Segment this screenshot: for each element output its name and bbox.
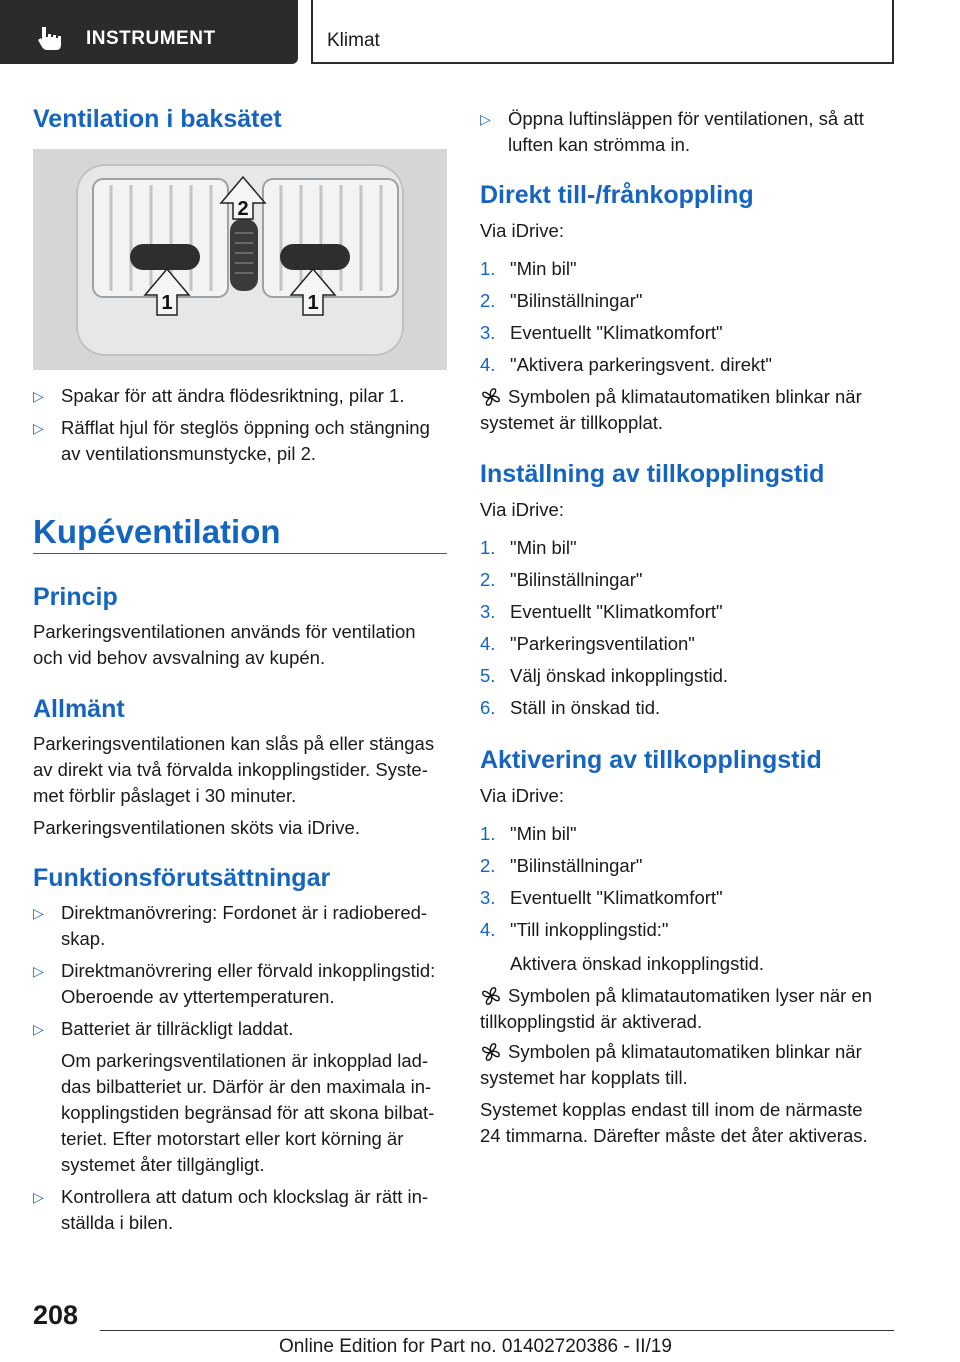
footer-rule bbox=[100, 1330, 894, 1331]
list-item-continuation: das bilbatteriet ur. Därför är den maximala in‐ bbox=[61, 1076, 432, 1097]
triangle-bullet-icon: ▷ bbox=[33, 905, 44, 921]
section-label: INSTRUMENT bbox=[86, 28, 216, 49]
triangle-bullet-icon: ▷ bbox=[33, 1021, 44, 1037]
triangle-bullet-icon: ▷ bbox=[33, 963, 44, 979]
via-idrive: Via iDrive: bbox=[480, 499, 564, 520]
note-line: systemet har kopplats till. bbox=[480, 1067, 688, 1088]
heading-rule bbox=[33, 553, 447, 554]
list-item-continuation: skap. bbox=[61, 928, 106, 949]
paragraph-line: Parkeringsventilationen kan slås på eller stängas bbox=[33, 733, 435, 754]
note-line: Symbolen på klimatautomatiken blinkar när bbox=[508, 1041, 862, 1062]
page-header bbox=[0, 0, 960, 66]
list-item-continuation: ställda i bilen. bbox=[61, 1212, 174, 1233]
fan-lit-icon bbox=[480, 985, 502, 1007]
page-number: 208 bbox=[33, 1300, 79, 1330]
edition-text: Online Edition for Part no. 01402720386 - II/19 bbox=[279, 1336, 672, 1357]
paragraph-line: och vid behov avsvalning av kupén. bbox=[33, 647, 326, 668]
note-line: Symbolen på klimatautomatiken lyser när en bbox=[508, 985, 873, 1006]
via-idrive: Via iDrive: bbox=[480, 220, 564, 241]
paragraph-line: Parkeringsventilationen sköts via iDrive. bbox=[33, 817, 360, 838]
arrow-label-1-left: 1 bbox=[161, 292, 173, 314]
paragraph-line: 24 timmarna. Därefter måste det åter aktiveras. bbox=[480, 1125, 868, 1146]
pointing-hand-icon bbox=[36, 25, 64, 51]
note-line: tillkopplingstid är aktiverad. bbox=[480, 1011, 703, 1032]
arrow-label-1-right: 1 bbox=[307, 292, 319, 314]
chapter-tab[interactable] bbox=[311, 0, 894, 64]
paragraph-line: Parkeringsventilationen används för ventilation bbox=[33, 621, 416, 642]
list-item-continuation: av ventilationsmunstycke, pil 2. bbox=[61, 443, 317, 464]
heading-allmant: Allmänt bbox=[33, 695, 125, 723]
rear-vent-figure bbox=[33, 149, 447, 370]
heading-installning: Inställning av tillkopplingstid bbox=[480, 460, 825, 488]
chapter-label: Klimat bbox=[327, 30, 380, 51]
list-item-continuation: Om parkeringsventilationen är inkopplad lad‐ bbox=[61, 1050, 429, 1071]
heading-rear-ventilation: Ventilation i baksätet bbox=[33, 105, 282, 133]
via-idrive: Via iDrive: bbox=[480, 785, 564, 806]
paragraph-line: Systemet kopplas endast till inom de närmaste bbox=[480, 1099, 863, 1120]
note-line: Symbolen på klimatautomatiken blinkar när bbox=[508, 386, 862, 407]
triangle-bullet-icon: ▷ bbox=[33, 388, 44, 404]
fan-blinking-icon bbox=[480, 1041, 502, 1063]
list-item-continuation: teriet. Efter motorstart eller kort körning är bbox=[61, 1128, 404, 1149]
arrow-label-2: 2 bbox=[237, 198, 249, 220]
paragraph-line: av direkt via två förvalda inkopplingstider. Syste‐ bbox=[33, 759, 428, 780]
triangle-bullet-icon: ▷ bbox=[33, 1189, 44, 1205]
step-sub-line: Aktivera önskad inkopplingstid. bbox=[510, 953, 765, 974]
rear-vent-illustration bbox=[33, 149, 447, 370]
paragraph-line: met förblir påslaget i 30 minuter. bbox=[33, 785, 297, 806]
list-item-continuation: systemet åter tillgängligt. bbox=[61, 1154, 265, 1175]
heading-kupeventilation: Kupéventilation bbox=[33, 513, 281, 550]
list-item-continuation: Oberoende av yttertemperaturen. bbox=[61, 986, 335, 1007]
heading-direkt: Direkt till-/frånkoppling bbox=[480, 181, 754, 209]
list-item-continuation: luften kan strömma in. bbox=[508, 134, 690, 155]
heading-princip: Princip bbox=[33, 583, 118, 611]
heading-funktionsforutsattningar: Funktionsförutsättningar bbox=[33, 864, 331, 892]
heading-aktivering: Aktivering av tillkopplingstid bbox=[480, 746, 822, 774]
triangle-bullet-icon: ▷ bbox=[33, 420, 44, 436]
section-tab[interactable] bbox=[0, 0, 298, 64]
note-line: systemet är tillkopplat. bbox=[480, 412, 664, 433]
fan-blinking-icon bbox=[480, 386, 502, 408]
triangle-bullet-icon: ▷ bbox=[480, 111, 491, 127]
list-item-continuation: kopplingstiden begränsad för att skona bilbat‐ bbox=[61, 1102, 435, 1123]
